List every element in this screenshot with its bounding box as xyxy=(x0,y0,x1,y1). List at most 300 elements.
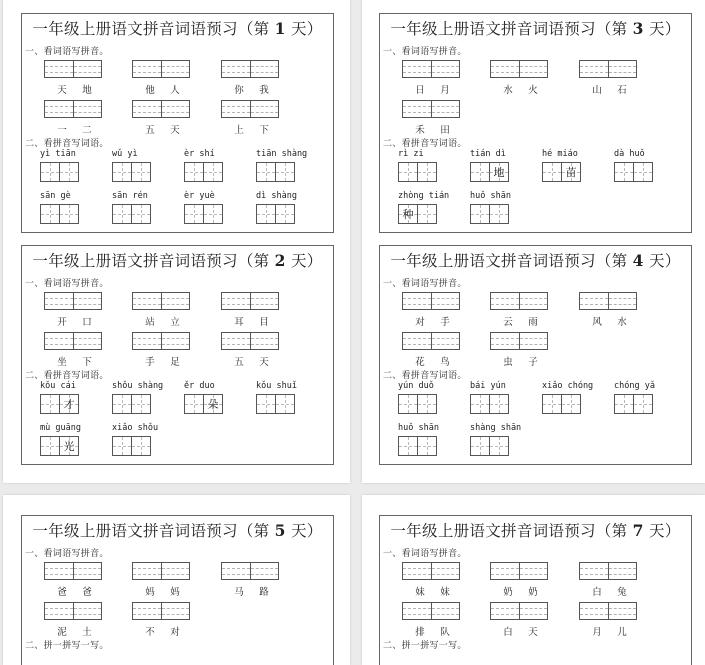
tianzige-cell[interactable] xyxy=(542,162,562,182)
pinyin-writing-box[interactable] xyxy=(490,60,548,78)
tianzige-cell[interactable] xyxy=(417,436,437,456)
cell-character: 才 xyxy=(63,398,75,411)
word-block xyxy=(44,332,106,368)
pinyin-box-half xyxy=(580,293,608,309)
word-characters xyxy=(402,82,464,96)
title-day-number: 2 xyxy=(274,251,286,270)
pinyin-writing-box[interactable] xyxy=(221,60,279,78)
pinyin-writing-box[interactable] xyxy=(221,562,279,580)
tianzige-cell[interactable] xyxy=(489,204,509,224)
word-characters xyxy=(579,314,641,328)
word-characters xyxy=(402,624,464,638)
tianzige-cell[interactable] xyxy=(633,162,653,182)
word-char: 妹 xyxy=(415,587,426,598)
word-char: 爸 xyxy=(82,587,93,598)
pinyin-item xyxy=(470,191,511,224)
word-characters xyxy=(44,584,106,598)
word-characters xyxy=(132,82,194,96)
section-heading-write-pinyin: 一、看词语写拼音。 xyxy=(383,549,467,559)
tianzige-cell[interactable] xyxy=(131,162,151,182)
word-char: 石 xyxy=(617,85,628,96)
word-block xyxy=(44,292,106,328)
worksheet-page xyxy=(362,0,705,483)
pinyin-item xyxy=(40,191,79,224)
pinyin-box-half xyxy=(45,563,73,579)
pinyin-item xyxy=(398,191,449,224)
tianzige-cell[interactable] xyxy=(184,162,204,182)
word-block xyxy=(44,60,106,96)
worksheet-page xyxy=(3,495,350,665)
pinyin-writing-box[interactable] xyxy=(44,562,102,580)
pinyin-item xyxy=(398,381,437,414)
word-char: 对 xyxy=(415,317,426,328)
pinyin-writing-box[interactable] xyxy=(221,100,279,118)
word-char: 月 xyxy=(440,85,451,96)
pinyin-box-half xyxy=(519,603,548,619)
word-characters xyxy=(132,624,194,638)
tianzige-cell[interactable] xyxy=(40,162,60,182)
pinyin-label: ěr duo xyxy=(184,381,215,391)
pinyin-item xyxy=(470,381,509,414)
word-char: 土 xyxy=(82,627,93,638)
title-prefix: 一年级上册语文拼音词语预习（第 xyxy=(32,522,275,540)
pinyin-label: sān gè xyxy=(40,191,71,201)
tianzige-cell[interactable] xyxy=(59,394,79,414)
word-char: 五 xyxy=(145,125,156,136)
pinyin-item xyxy=(40,149,79,182)
tianzige-cell[interactable] xyxy=(40,204,60,224)
pinyin-box-half xyxy=(403,293,431,309)
title-day-number: 7 xyxy=(632,521,644,540)
word-char: 禾 xyxy=(415,125,426,136)
word-characters xyxy=(490,82,552,96)
word-characters xyxy=(132,314,194,328)
word-char: 不 xyxy=(145,627,156,638)
word-char: 日 xyxy=(415,85,426,96)
word-block xyxy=(44,562,106,598)
character-grid xyxy=(112,162,151,182)
pinyin-box-half xyxy=(45,61,73,77)
cell-character: 地 xyxy=(493,166,505,179)
tianzige-cell[interactable] xyxy=(398,394,418,414)
tianzige-cell[interactable] xyxy=(112,394,132,414)
word-characters xyxy=(221,584,283,598)
word-characters xyxy=(402,314,464,328)
section-heading-write-pinyin: 一、看词语写拼音。 xyxy=(25,47,109,57)
word-char: 子 xyxy=(528,357,539,368)
tianzige-cell[interactable] xyxy=(614,394,634,414)
word-block xyxy=(132,100,194,136)
pinyin-box-half xyxy=(222,293,250,309)
word-char: 一 xyxy=(57,125,68,136)
word-char: 爸 xyxy=(57,587,68,598)
character-grid xyxy=(184,394,223,414)
pinyin-item xyxy=(542,149,581,182)
pinyin-box-half xyxy=(250,333,279,349)
pinyin-label: mù guāng xyxy=(40,423,81,433)
pinyin-writing-box[interactable] xyxy=(132,602,190,620)
worksheet-card xyxy=(379,245,692,465)
title-prefix: 一年级上册语文拼音词语预习（第 xyxy=(32,20,275,38)
tianzige-cell[interactable] xyxy=(470,436,490,456)
pinyin-item xyxy=(470,149,509,182)
character-grid xyxy=(40,436,81,456)
pinyin-box-half xyxy=(250,61,279,77)
title-day-number: 3 xyxy=(632,19,644,38)
tianzige-cell[interactable] xyxy=(256,394,276,414)
tianzige-cell[interactable] xyxy=(256,162,276,182)
title-prefix: 一年级上册语文拼音词语预习（第 xyxy=(32,252,275,270)
character-grid xyxy=(398,204,449,224)
pinyin-item xyxy=(112,381,163,414)
pinyin-item xyxy=(256,191,297,224)
tianzige-cell[interactable] xyxy=(112,204,132,224)
word-block xyxy=(44,100,106,136)
pinyin-box-half xyxy=(133,61,161,77)
pinyin-box-half xyxy=(73,603,102,619)
word-characters xyxy=(490,314,552,328)
character-grid xyxy=(542,162,581,182)
worksheet-card xyxy=(21,515,334,665)
pinyin-box-half xyxy=(519,333,548,349)
word-characters xyxy=(221,82,283,96)
character-grid xyxy=(614,162,653,182)
pinyin-writing-box[interactable] xyxy=(44,292,102,310)
word-block xyxy=(221,100,283,136)
tianzige-cell[interactable] xyxy=(417,204,437,224)
pinyin-label: bái yún xyxy=(470,381,506,391)
pinyin-item xyxy=(112,149,151,182)
word-characters xyxy=(44,624,106,638)
pinyin-box-half xyxy=(250,293,279,309)
pinyin-box-half xyxy=(161,603,190,619)
pinyin-box-half xyxy=(431,101,460,117)
section-heading-write-words: 二、看拼音写词语。 xyxy=(383,139,467,149)
tianzige-cell[interactable] xyxy=(470,394,490,414)
pinyin-writing-box[interactable] xyxy=(402,562,460,580)
tianzige-cell[interactable] xyxy=(470,162,490,182)
pinyin-item xyxy=(542,381,593,414)
tianzige-cell[interactable] xyxy=(131,436,151,456)
character-grid xyxy=(256,394,297,414)
pinyin-box-half xyxy=(403,563,431,579)
tianzige-cell[interactable] xyxy=(59,204,79,224)
section-heading-write-words: 二、拼一拼写一写。 xyxy=(383,641,467,651)
tianzige-cell[interactable] xyxy=(256,204,276,224)
pinyin-label: èr shí xyxy=(184,149,215,159)
pinyin-box-half xyxy=(491,333,519,349)
character-grid xyxy=(256,162,307,182)
word-characters xyxy=(402,122,464,136)
title-suffix: 天） xyxy=(643,20,681,38)
tianzige-cell[interactable] xyxy=(489,436,509,456)
word-char: 妹 xyxy=(440,587,451,598)
worksheet-card xyxy=(379,13,692,233)
word-characters xyxy=(44,82,106,96)
pinyin-item xyxy=(398,149,437,182)
word-characters xyxy=(579,82,641,96)
tianzige-cell[interactable] xyxy=(561,162,581,182)
pinyin-label: dà huǒ xyxy=(614,149,645,159)
pinyin-label: yì tiān xyxy=(40,149,76,159)
tianzige-cell[interactable] xyxy=(203,162,223,182)
section-heading-write-pinyin: 一、看词语写拼音。 xyxy=(25,279,109,289)
pinyin-box-half xyxy=(73,61,102,77)
pinyin-writing-box[interactable] xyxy=(402,60,460,78)
word-characters xyxy=(490,584,552,598)
word-char: 虫 xyxy=(503,357,514,368)
pinyin-box-half xyxy=(161,101,190,117)
pinyin-writing-box[interactable] xyxy=(490,562,548,580)
word-block xyxy=(402,100,464,136)
tianzige-cell[interactable] xyxy=(131,204,151,224)
pinyin-writing-box[interactable] xyxy=(132,332,190,350)
pinyin-writing-box[interactable] xyxy=(579,60,637,78)
section-heading-write-words: 二、拼一拼写一写。 xyxy=(25,641,109,651)
tianzige-cell[interactable] xyxy=(112,162,132,182)
pinyin-writing-box[interactable] xyxy=(402,332,460,350)
worksheet-page xyxy=(362,495,705,665)
title-prefix: 一年级上册语文拼音词语预习（第 xyxy=(390,522,633,540)
pinyin-writing-box[interactable] xyxy=(579,292,637,310)
pinyin-writing-box[interactable] xyxy=(490,602,548,620)
tianzige-cell[interactable] xyxy=(489,162,509,182)
word-char: 鸟 xyxy=(440,357,451,368)
word-char: 目 xyxy=(259,317,270,328)
character-grid xyxy=(40,394,79,414)
word-char: 你 xyxy=(234,85,245,96)
pinyin-box-half xyxy=(491,603,519,619)
pinyin-writing-box[interactable] xyxy=(132,100,190,118)
pinyin-writing-box[interactable] xyxy=(44,60,102,78)
tianzige-cell[interactable] xyxy=(275,204,295,224)
tianzige-cell[interactable] xyxy=(112,436,132,456)
pinyin-box-half xyxy=(431,563,460,579)
pinyin-item xyxy=(256,381,297,414)
card-title xyxy=(22,249,333,271)
word-char: 兔 xyxy=(617,587,628,598)
word-char: 火 xyxy=(528,85,539,96)
pinyin-writing-box[interactable] xyxy=(579,562,637,580)
tianzige-cell[interactable] xyxy=(398,204,418,224)
tianzige-cell[interactable] xyxy=(489,394,509,414)
pinyin-box-half xyxy=(519,563,548,579)
word-char: 坐 xyxy=(57,357,68,368)
pinyin-writing-box[interactable] xyxy=(132,60,190,78)
word-char: 云 xyxy=(503,317,514,328)
pinyin-box-half xyxy=(45,101,73,117)
pinyin-label: tiān shàng xyxy=(256,149,308,159)
word-block xyxy=(490,332,552,368)
title-day-number: 1 xyxy=(274,19,286,38)
title-suffix: 天） xyxy=(643,252,681,270)
tianzige-cell[interactable] xyxy=(203,204,223,224)
tianzige-cell[interactable] xyxy=(398,436,418,456)
pinyin-label: xiǎo chóng xyxy=(542,381,594,391)
tianzige-cell[interactable] xyxy=(561,394,581,414)
word-block xyxy=(132,292,194,328)
pinyin-box-half xyxy=(431,333,460,349)
character-grid xyxy=(470,394,509,414)
pinyin-writing-box[interactable] xyxy=(490,332,548,350)
word-char: 天 xyxy=(57,85,68,96)
pinyin-box-half xyxy=(403,603,431,619)
pinyin-label: shǒu shàng xyxy=(112,381,164,391)
title-day-number: 5 xyxy=(274,521,286,540)
pinyin-writing-box[interactable] xyxy=(44,602,102,620)
word-char: 足 xyxy=(170,357,181,368)
pinyin-box-half xyxy=(73,293,102,309)
pinyin-box-half xyxy=(608,563,637,579)
word-characters xyxy=(44,354,106,368)
title-suffix: 天） xyxy=(285,20,323,38)
pinyin-writing-box[interactable] xyxy=(402,100,460,118)
word-block xyxy=(44,602,106,638)
pinyin-item xyxy=(40,381,79,414)
pinyin-label: kǒu shuǐ xyxy=(256,381,297,391)
pinyin-box-half xyxy=(161,293,190,309)
pinyin-box-half xyxy=(222,101,250,117)
pinyin-box-half xyxy=(222,61,250,77)
tianzige-cell[interactable] xyxy=(398,162,418,182)
word-char: 天 xyxy=(528,627,539,638)
character-grid xyxy=(184,162,223,182)
tianzige-cell[interactable] xyxy=(40,436,60,456)
pinyin-label: sān rén xyxy=(112,191,148,201)
pinyin-writing-box[interactable] xyxy=(132,562,190,580)
word-char: 天 xyxy=(170,125,181,136)
pinyin-box-half xyxy=(580,603,608,619)
tianzige-cell[interactable] xyxy=(184,394,204,414)
word-block xyxy=(132,60,194,96)
word-char: 对 xyxy=(170,627,181,638)
pinyin-box-half xyxy=(222,333,250,349)
pinyin-label: hé miáo xyxy=(542,149,578,159)
word-char: 二 xyxy=(82,125,93,136)
tianzige-cell[interactable] xyxy=(275,394,295,414)
card-title xyxy=(380,249,691,271)
tianzige-cell[interactable] xyxy=(614,162,634,182)
word-char: 白 xyxy=(592,587,603,598)
pinyin-box-half xyxy=(133,333,161,349)
tianzige-cell[interactable] xyxy=(184,204,204,224)
character-grid xyxy=(398,436,439,456)
tianzige-cell[interactable] xyxy=(542,394,562,414)
pinyin-writing-box[interactable] xyxy=(221,332,279,350)
word-block xyxy=(490,602,552,638)
pinyin-item xyxy=(470,423,521,456)
cell-character: 种 xyxy=(402,208,414,221)
pinyin-box-half xyxy=(161,563,190,579)
word-char: 水 xyxy=(617,317,628,328)
word-char: 下 xyxy=(82,357,93,368)
tianzige-cell[interactable] xyxy=(633,394,653,414)
worksheet-card xyxy=(21,245,334,465)
section-heading-write-words: 二、看拼音写词语。 xyxy=(383,371,467,381)
pinyin-writing-box[interactable] xyxy=(44,100,102,118)
tianzige-cell[interactable] xyxy=(417,394,437,414)
worksheet-card xyxy=(21,13,334,233)
pinyin-box-half xyxy=(580,61,608,77)
pinyin-writing-box[interactable] xyxy=(402,292,460,310)
pinyin-box-half xyxy=(403,333,431,349)
pinyin-label: tián dì xyxy=(470,149,506,159)
word-block xyxy=(579,562,641,598)
word-block xyxy=(221,292,283,328)
cell-character: 苗 xyxy=(565,166,577,179)
character-grid xyxy=(40,204,79,224)
word-block xyxy=(402,292,464,328)
pinyin-box-half xyxy=(608,61,637,77)
tianzige-cell[interactable] xyxy=(59,436,79,456)
pinyin-box-half xyxy=(403,61,431,77)
word-block xyxy=(579,602,641,638)
title-day-number: 4 xyxy=(632,251,644,270)
pinyin-writing-box[interactable] xyxy=(402,602,460,620)
word-char: 站 xyxy=(145,317,156,328)
pinyin-box-half xyxy=(133,293,161,309)
word-char: 他 xyxy=(145,85,156,96)
card-title xyxy=(22,17,333,39)
pinyin-box-half xyxy=(491,563,519,579)
pinyin-writing-box[interactable] xyxy=(132,292,190,310)
pinyin-item xyxy=(184,191,223,224)
worksheet-card xyxy=(379,515,692,665)
tianzige-cell[interactable] xyxy=(470,204,490,224)
character-grid xyxy=(112,394,163,414)
worksheet-page xyxy=(3,0,350,483)
pinyin-box-half xyxy=(431,603,460,619)
title-suffix: 天） xyxy=(285,522,323,540)
tianzige-cell[interactable] xyxy=(59,162,79,182)
pinyin-label: xiǎo shǒu xyxy=(112,423,159,433)
word-block xyxy=(490,60,552,96)
pinyin-box-half xyxy=(133,101,161,117)
pinyin-item xyxy=(398,423,439,456)
word-block xyxy=(490,292,552,328)
pinyin-writing-box[interactable] xyxy=(579,602,637,620)
pinyin-box-half xyxy=(222,563,250,579)
pinyin-writing-box[interactable] xyxy=(44,332,102,350)
pinyin-box-half xyxy=(73,333,102,349)
character-grid xyxy=(40,162,79,182)
tianzige-cell[interactable] xyxy=(131,394,151,414)
pinyin-writing-box[interactable] xyxy=(221,292,279,310)
title-suffix: 天） xyxy=(285,252,323,270)
section-heading-write-words: 二、看拼音写词语。 xyxy=(25,139,109,149)
pinyin-box-half xyxy=(45,333,73,349)
character-grid xyxy=(470,436,521,456)
pinyin-item xyxy=(614,381,655,414)
tianzige-cell[interactable] xyxy=(417,162,437,182)
tianzige-cell[interactable] xyxy=(40,394,60,414)
pinyin-writing-box[interactable] xyxy=(490,292,548,310)
pinyin-box-half xyxy=(133,563,161,579)
pinyin-box-half xyxy=(431,293,460,309)
word-char: 排 xyxy=(415,627,426,638)
word-block xyxy=(132,602,194,638)
character-grid xyxy=(112,436,158,456)
pinyin-label: èr yuè xyxy=(184,191,215,201)
pinyin-box-half xyxy=(45,293,73,309)
tianzige-cell[interactable] xyxy=(275,162,295,182)
word-char: 立 xyxy=(170,317,181,328)
word-char: 水 xyxy=(503,85,514,96)
word-block xyxy=(402,60,464,96)
word-block xyxy=(579,60,641,96)
word-char: 月 xyxy=(592,627,603,638)
tianzige-cell[interactable] xyxy=(203,394,223,414)
